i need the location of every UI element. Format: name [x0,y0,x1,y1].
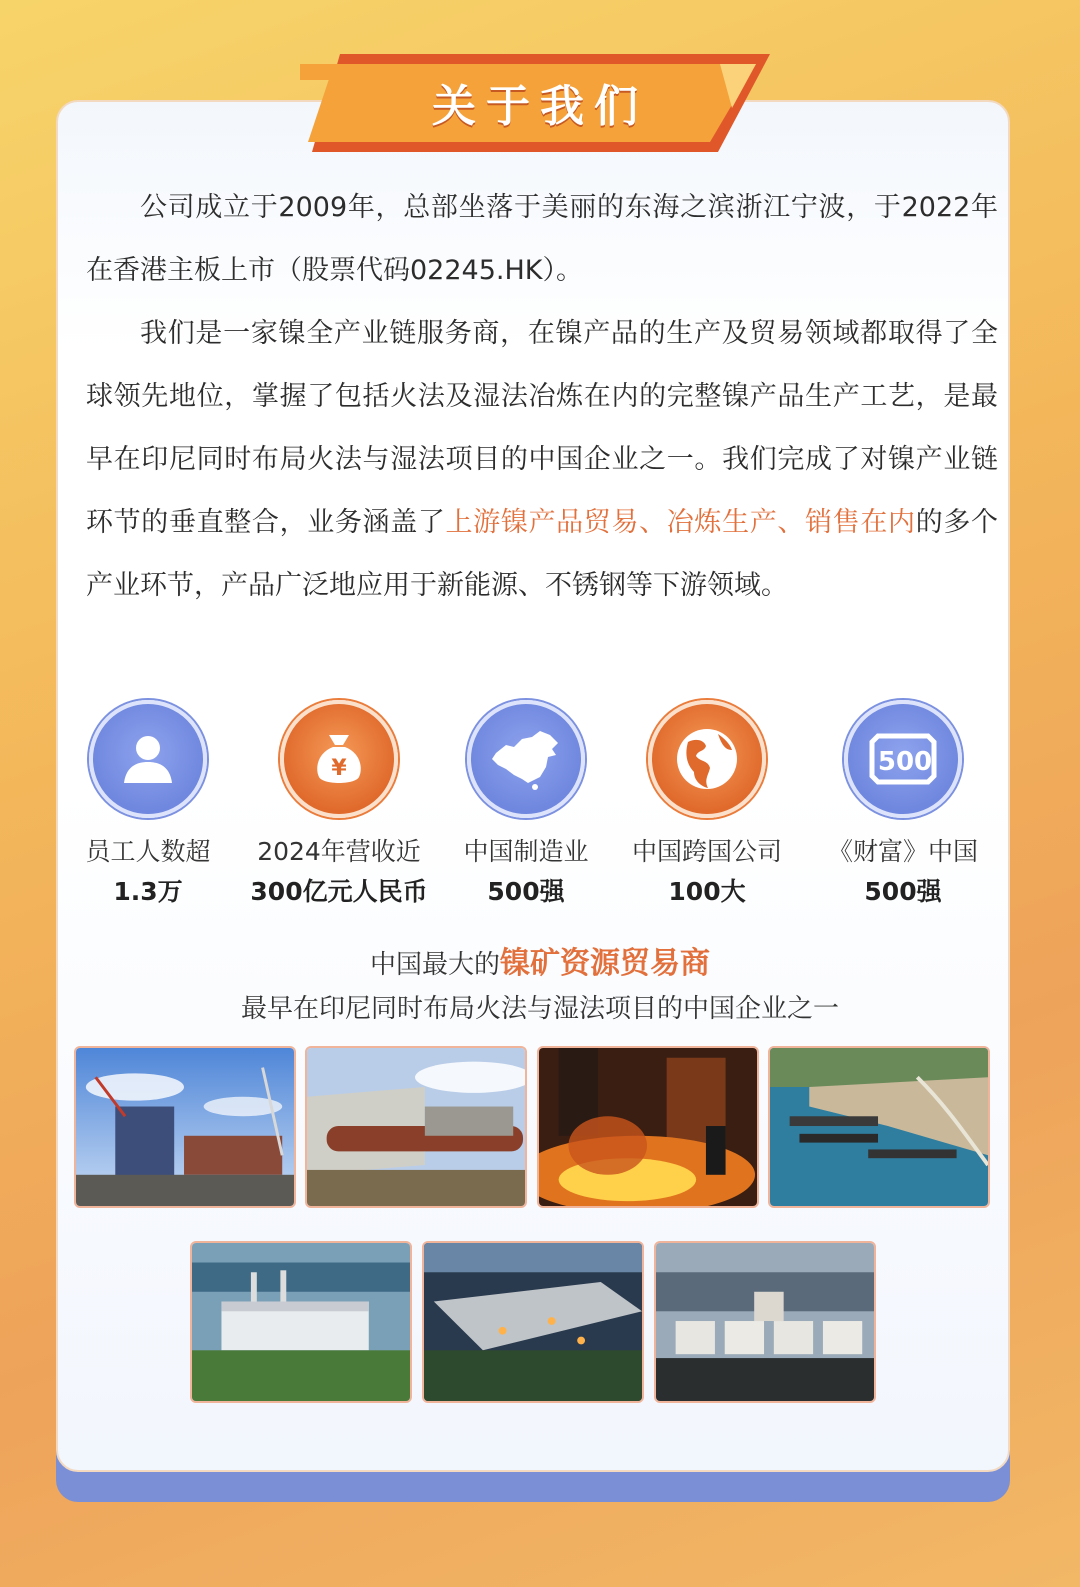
page-title: 关于我们 [432,81,648,132]
money-bag-icon [280,700,398,818]
storage-tanks-photo [654,1241,876,1403]
stat-multinational [602,700,812,908]
stat-manufacturing [421,700,631,908]
stat-label: 《财富》中国 [827,837,978,866]
stat-fortune [798,700,1008,908]
person-icon [89,700,207,818]
stat-value: 1.3万 [113,877,183,906]
stat-employees [43,700,253,908]
port-aerial-photo [768,1046,990,1208]
industrial-park-night-photo [422,1241,644,1403]
intro-paragraph-1: 公司成立于2009年，总部坐落于美丽的东海之滨浙江宁波，于2022年在香港主板上市（股票代码02245.HK）。 [86,192,998,286]
tagline-highlight: 镍矿资源贸易商 [500,946,710,981]
china-map-icon [467,700,585,818]
stats-row [56,700,1010,910]
stat-value: 100大 [668,877,746,906]
stat-label: 员工人数超 [85,837,211,866]
stat-value: 300亿元人民币 [250,877,428,906]
svg-text:¥: ¥ [331,756,347,781]
stat-value: 500强 [487,877,565,906]
stat-label: 中国跨国公司 [631,837,782,866]
factory-aerial-photo [190,1241,412,1403]
tagline-primary: 中国最大的镍矿资源贸易商 [369,946,710,981]
svg-text:500: 500 [877,747,933,777]
tagline-secondary: 最早在印尼同时布局火法与湿法项目的中国企业之一 [240,994,839,1024]
stat-label: 中国制造业 [463,837,589,866]
stat-value: 500强 [864,877,942,906]
business-highlight: 上游镍产品贸易、冶炼生产、销售在内 [445,507,916,538]
rotary-kiln-photo [305,1046,527,1208]
stat-label: 2024年营收近 [257,837,421,866]
500-badge-icon [844,700,962,818]
smelting-furnace-photo [537,1046,759,1208]
plant-structure-photo [74,1046,296,1208]
stat-revenue [234,700,444,908]
globe-icon [648,700,766,818]
intro-paragraph-2: 我们是一家镍全产业链服务商，在镍产品的生产及贸易领域都取得了全球领先地位，掌握了包括火法及湿法冶炼在内的完整镍产品生产工艺，是最早在印尼同时布局火法与湿法项目的中国企业之一。我们完成了对镍产业链环节的垂直整合，业务涵盖了上游镍产品贸易、冶炼生产、销售在内的多个产业环节，产品广泛地应用于新能源、不锈钢等下游领域。 [86,318,998,601]
